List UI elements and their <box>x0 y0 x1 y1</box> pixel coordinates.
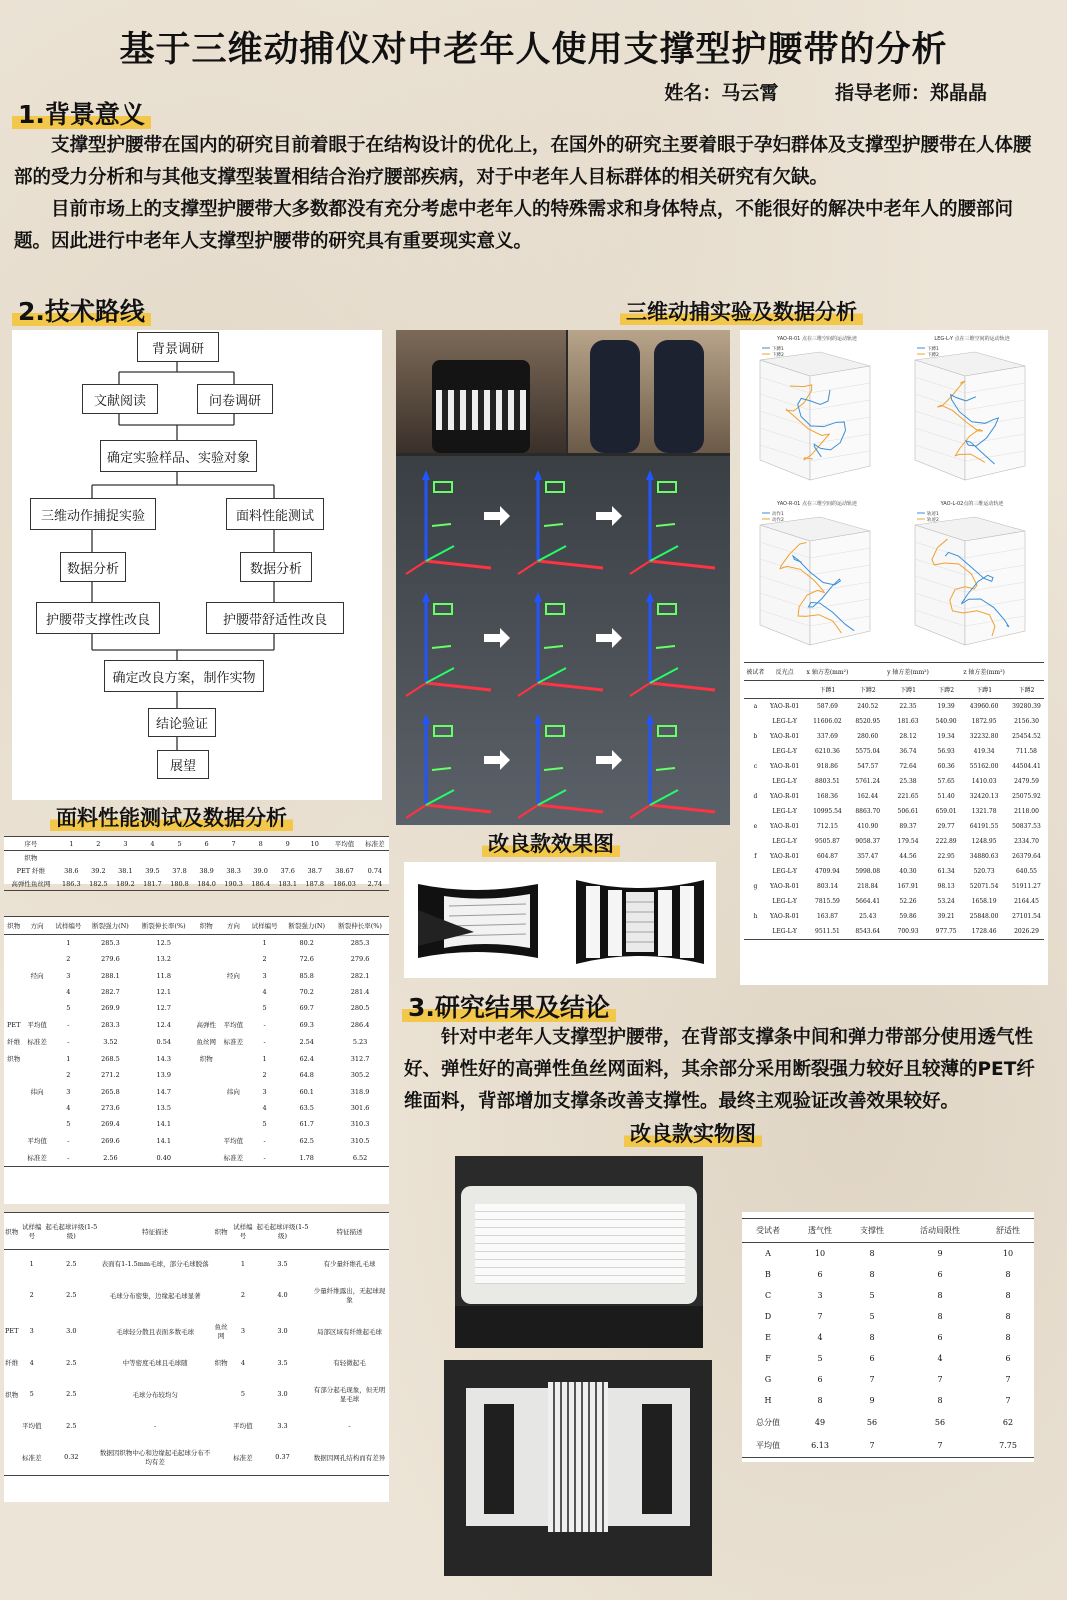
table-row: LEG-L-Y 9505.87 9058.37 179.54 222.89 1248.95 2334.70 <box>772 838 1039 845</box>
mocap-heading: 三维动捕实验及数据分析 <box>620 296 863 328</box>
trajectory-charts <box>740 330 1048 655</box>
trajectory-chart <box>915 335 1025 480</box>
table-row: e YAO-R-01 712.15 410.90 89.37 29.77 64191.55 50837.53 <box>753 823 1041 830</box>
trajectory-panel <box>740 330 1048 985</box>
section2-heading: 2.技术路线 <box>12 292 151 330</box>
flow-node-background: 背景调研 <box>137 332 219 362</box>
table-row: 织物 <box>24 854 38 862</box>
breaking-strength-table: 织物 方向 试样编号 断裂强力(N) 断裂伸长率(%) 织物 方向 试样编号 断裂强力(N) 断裂伸长率(%) 1 285.3 12.5 1 80.2 285.3 2 279.6 13.2 2 72.6 279.6 经向 3 288.1 11.8 经向 3 85.8 282.1 4 282.7 12.1 4 70.2 281.4 5 269.9 12.7 5 69.7 280.5 PET 平均值 - 283.3 12.4 高弹性 平均值 - 69.3 286.4 纤维 标准差 - 3.52 0.54 鱼丝网 标准差 - 2.54 5.23 织物 1 268.5 14.3 织物 1 62.4 312.7 2 271.2 13.9 2 64.8 305.2 纬向 3 265.8 14.7 纬向 3 60.1 318.9 4 273.6 13.5 4 63.5 301.6 5 269.4 14.1 5 61.7 310.3 平均值 - 269.6 14.1 平均值 - 62.5 310.5 标准差 - 2.56 0.40 标准差 - 1.78 6.52 <box>4 916 389 1167</box>
table-row: 纬向 3 265.8 14.7 纬向 3 60.1 318.9 <box>30 1087 370 1096</box>
flow-node-samples: 确定实验样品、实验对象 <box>100 440 257 472</box>
flow-node-fabric: 面料性能测试 <box>226 498 324 530</box>
table-row: 1 2.5 表面有1-1.5mm毛球，部分毛球脱落 1 3.5 有少量纤维孔毛球 <box>29 1259 376 1268</box>
subject-waist-photo <box>396 330 566 453</box>
poster-title: 基于三维动捕仪对中老年人使用支撑型护腰带的分析 <box>119 30 948 70</box>
flow-node-analysis-right: 数据分析 <box>240 552 312 582</box>
student-name: 姓名：马云霄 <box>664 82 779 104</box>
table-row: LEG-L-Y 8803.51 5761.24 25.38 57.65 1410.03 2479.59 <box>772 778 1039 785</box>
fabric-heading: 面料性能测试及数据分析 <box>50 802 293 834</box>
table-row: d YAO-R-01 168.36 162.44 221.65 51.40 32420.13 25075.92 <box>753 793 1041 800</box>
table-row: A 10 8 9 10 <box>765 1249 1014 1258</box>
table-row: LEG-L-Y 10995.54 8863.70 506.61 659.01 1321.78 2118.00 <box>772 808 1039 815</box>
belt-back-dark-strip-right <box>642 1404 672 1514</box>
legend-entry: 下蹲2 <box>927 353 939 358</box>
flow-node-plan: 确定改良方案，制作实物 <box>104 660 264 692</box>
table-row: F 5 6 4 6 <box>765 1354 1011 1363</box>
improved-design-heading: 改良款效果图 <box>482 828 620 860</box>
flow-node-mocap: 三维动作捕捉实验 <box>30 498 156 530</box>
legend-entry: 轨迹1 <box>927 512 939 517</box>
table-row: 平均值 2.5 - 平均值 3.3 - <box>21 1421 351 1430</box>
table-row: C 3 5 8 8 <box>764 1291 1011 1300</box>
table-row: 平均值 6.13 7 7 7.75 <box>756 1441 1017 1450</box>
table-row: c YAO-R-01 918.86 547.57 72.64 60.36 55162.00 44504.41 <box>753 763 1041 770</box>
advisor-name: 指导老师：郑晶晶 <box>834 82 987 104</box>
table-row: 标准差 - 2.56 0.40 标准差 - 1.78 6.52 <box>27 1153 368 1162</box>
authors <box>614 78 987 105</box>
trajectory-chart-title: LEG-L-Y 点在三维空间的运动轨迹 <box>934 336 1010 342</box>
table-row: 2 271.2 13.9 2 64.8 305.2 <box>66 1071 370 1079</box>
table-row: 纤维 标准差 - 3.52 0.54 鱼丝网 标准差 - 2.54 5.23 <box>7 1037 368 1046</box>
table-row: a YAO-R-01 587.69 240.52 22.35 19.39 43960.60 39280.39 <box>753 703 1041 710</box>
trajectory-chart-title: YAO-R-01 点在三维空间的运动轨迹 <box>777 501 857 507</box>
table-row: PET 3 3.0 毛球轻分散且表面多数毛球 鱼丝网 3 3.0 局部区域有纤维起毛球 <box>5 1323 382 1340</box>
subject-leg-photo <box>568 330 730 453</box>
table-row: f YAO-R-01 604.87 357.47 44.56 22.95 34880.63 26379.64 <box>754 853 1041 860</box>
improved-design-drawings <box>404 862 716 978</box>
table-row: 5 269.9 12.7 5 69.7 280.5 <box>66 1004 370 1012</box>
table-row: 织物 1 268.5 14.3 织物 1 62.4 312.7 <box>7 1054 370 1063</box>
table-row: PET 纤维 38.6 39.2 38.1 39.5 37.8 38.9 38.3 39.0 37.6 38.7 38.67 0.74 <box>16 866 383 875</box>
table-row: 织物 5 2.5 毛球分布较均匀 5 3.0 有部分起毛现象，但无明显毛球 <box>5 1386 386 1403</box>
table-row: LEG-L-Y 9511.51 8543.64 700.93 977.75 1728.46 2026.29 <box>772 928 1039 935</box>
table-row: b YAO-R-01 337.69 280.60 28.12 19.34 32232.80 25454.52 <box>753 733 1041 740</box>
table-row: 4 282.7 12.1 4 70.2 281.4 <box>66 988 370 996</box>
table-row: 2 2.5 毛球分布密集，边缘起毛球显著 2 4.0 少量纤维露出，无起球现象 <box>29 1287 386 1304</box>
real-product-photo-front <box>455 1156 703 1348</box>
trajectory-chart-title: YAO-L-02点的三维运动轨迹 <box>940 501 1004 507</box>
section1-heading: 1.背景意义 <box>12 95 151 133</box>
legend-entry: 轨迹2 <box>927 518 939 523</box>
mocap-photo-panel <box>396 330 730 825</box>
table-row: 4 273.6 13.5 4 63.5 301.6 <box>66 1104 370 1112</box>
table-row: LEG-L-Y 7815.59 5664.41 52.26 53.24 1658.19 2164.45 <box>772 898 1039 905</box>
section1-para2: 目前市场上的支撑型护腰带大多数都没有充分考虑中老年人的特殊需求和身体特点，不能很好的解决中老年人的腰部问题。因此进行中老年人支撑型护腰带的研究具有重要现实意义。 <box>14 199 1014 252</box>
flow-node-survey: 问卷调研 <box>197 384 273 414</box>
table-row: H 8 9 8 7 <box>764 1396 1011 1405</box>
mocap-variance-table: 被试者 反光点 x 轴方差(mm²) y 轴方差(mm²) z 轴方差(mm²) 下蹲1 下蹲2 下蹲1 下蹲2 下蹲1 下蹲2 a YAO-R-01 587.69 240.52 22.35 19.39 43960.60 39280.39 LEG-L-Y 11606.02 8520.95 181.63 540.90 1872.95 2156.30 b YAO-R-01 337.69 280.60 28.12 19.34 32232.80 25454.52 LEG-L-Y 6210.36 5575.04 36.74 56.93 419.34 711.58 c YAO-R-01 918.86 547.57 72.64 60.36 55162.00 44504.41 LEG-L-Y 8803.51 5761.24 25.38 57.65 1410.03 2479.59 d YAO-R-01 168.36 162.44 221.65 51.40 32420.13 25075.92 LEG-L-Y 10995.54 8863.70 506.61 659.01 1321.78 2118.00 e YAO-R-01 712.15 410.90 89.37 29.77 64191.55 50837.53 LEG-L-Y 9505.87 9058.37 179.54 222.89 1248.95 2334.70 f YAO-R-01 604.87 357.47 44.56 22.95 34880.63 26379.64 LEG-L-Y 4709.94 5998.08 40.30 61.34 520.73 640.55 g YAO-R-01 803.14 218.84 167.91 98.13 52071.54 51911.27 LEG-L-Y 7815.59 5664.41 52.26 53.24 1658.19 2164.45 h YAO-R-01 163.87 25.43 59.86 39.21 25848.00 27101.54 LEG-L-Y 9511.51 8543.64 700.93 977.75 1728.46 2026.29 <box>744 662 1044 940</box>
belt-back-support-strips <box>548 1382 608 1532</box>
thickness-table: 序号 1 2 3 4 5 6 7 8 9 10 平均值 标准差 织物 PET 纤维 38.6 39.2 38.1 39.5 37.8 38.9 38.3 39.0 37.6 38.7 38.67 0.74 高弹性鱼丝网 186.3 182.5 189.2 181.7 180.8 184.0 190.3 186.4 183.1 187.8 186.03 2.74 <box>4 836 389 891</box>
table-row: 标准差 0.32 数据因织物中心和边缘起毛起球分布不均有差 标准差 0.37 数据因网孔结构而有差异 <box>21 1449 386 1466</box>
table-row: E 4 8 6 8 <box>765 1333 1011 1342</box>
section1-para1: 支撑型护腰带在国内的研究目前着眼于在结构设计的优化上，在国外的研究主要着眼于孕妇群体及支撑型护腰带在人体腰部的受力分析和与其他支撑型装置相结合治疗腰部疾病，对于中老年人目标群体的相关研究有欠缺。 <box>14 135 1032 188</box>
legend-entry: 下蹲2 <box>772 353 784 358</box>
table-row: g YAO-R-01 803.14 218.84 167.91 98.13 52071.54 51911.27 <box>753 883 1041 890</box>
legend-entry: 动作2 <box>772 518 784 523</box>
section3-heading: 3.研究结果及结论 <box>402 988 616 1026</box>
belt-front-elastic <box>475 1204 685 1284</box>
flow-node-analysis-left: 数据分析 <box>60 552 126 582</box>
pilling-table: 织物 试样编号 起毛起球评级(1-5级) 特征描述 织物 试样编号 起毛起球评级(1-5级) 特征描述 1 2.5 表面有1-1.5mm毛球，部分毛球脱落 1 3.5 有少量纤维孔毛球 2 2.5 毛球分布密集，边缘起毛球显著 2 4.0 少量纤维露出，无起球现象 PET 3 3.0 毛球轻分散且表面多数毛球 鱼丝网 3 3.0 局部区域有纤维起毛球 纤维 4 2.5 中等密度毛球且毛球随 织物 4 3.5 有轻微起毛 织物 5 2.5 毛球分布较均匀 5 3.0 有部分起毛现象，但无明显毛球 平均值 2.5 - 平均值 3.3 - 标准差 0.32 数据因织物中心和边缘起毛起球分布不均有差 标准差 0.37 数据因网孔结构而有差异 <box>4 1212 389 1476</box>
mocap-3d-sequence <box>396 456 730 825</box>
mocap-variance-table-wrap <box>744 662 1044 940</box>
table-row: 5 269.4 14.1 5 61.7 310.3 <box>66 1120 370 1128</box>
flow-node-literature: 文献阅读 <box>82 384 158 414</box>
table-row: 总分值 49 56 56 62 <box>756 1418 1014 1427</box>
flow-node-outlook: 展望 <box>157 750 209 779</box>
table-row: G 6 7 7 7 <box>764 1375 1011 1384</box>
table-row: 2 279.6 13.2 2 72.6 279.6 <box>66 955 370 963</box>
belt-drawing-back <box>576 880 704 964</box>
table-row: LEG-L-Y 4709.94 5998.08 40.30 61.34 520.73 640.55 <box>772 868 1037 875</box>
belt-stripes <box>436 390 526 430</box>
table-row: D 7 5 8 8 <box>764 1312 1011 1321</box>
trajectory-chart <box>760 335 870 480</box>
table-row: LEG-L-Y 6210.36 5575.04 36.74 56.93 419.34 711.58 <box>772 748 1037 755</box>
legend-entry: 下蹲1 <box>927 347 939 352</box>
thickness-table-wrap <box>4 836 389 888</box>
flow-node-verify: 结论验证 <box>148 708 216 737</box>
subjective-table-wrap <box>742 1212 1034 1462</box>
flow-node-comfort-improve: 护腰带舒适性改良 <box>206 602 344 634</box>
table-row: LEG-L-Y 11606.02 8520.95 181.63 540.90 1872.95 2156.30 <box>772 718 1039 725</box>
flow-node-support-improve: 护腰带支撑性改良 <box>36 602 160 634</box>
trajectory-chart-title: YAO-R-01 点在三维空间的运动轨迹 <box>777 336 857 342</box>
real-product-heading: 改良款实物图 <box>624 1118 762 1150</box>
table-row: h YAO-R-01 163.87 25.43 59.86 39.21 25848.00 27101.54 <box>753 913 1041 920</box>
trajectory-chart <box>760 500 870 645</box>
belt-drawing-front <box>418 884 538 958</box>
table-row: 1 285.3 12.5 1 80.2 285.3 <box>66 939 370 947</box>
table-row: PET 平均值 - 283.3 12.4 高弹性 平均值 - 69.3 286.4 <box>7 1020 370 1029</box>
table-row: 经向 3 288.1 11.8 经向 3 85.8 282.1 <box>30 971 370 980</box>
flowchart-panel <box>12 330 382 800</box>
trajectory-chart <box>915 500 1025 645</box>
section3-para: 针对中老年人支撑型护腰带，在背部支撑条中间和弹力带部分使用透气性好、弹性好的高弹性鱼丝网面料，其余部分采用断裂强力较好且较薄的PET纤维面料，背部增加支撑条改善支撑性。最终主观验证改善效果较好。 <box>404 1027 1035 1112</box>
section1-body <box>14 130 1044 258</box>
belt-back-dark-strip-left <box>484 1404 514 1514</box>
leg-right <box>654 340 704 453</box>
pilling-table-wrap <box>4 1212 389 1502</box>
legend-entry: 动作1 <box>772 512 784 517</box>
real-product-photo-back <box>444 1360 712 1576</box>
strength-table-wrap <box>4 916 389 1204</box>
improved-design-panel <box>404 862 716 978</box>
legend-entry: 下蹲1 <box>772 347 784 352</box>
table-row: 高弹性鱼丝网 186.3 182.5 189.2 181.7 180.8 184.0 190.3 186.4 183.1 187.8 186.03 2.74 <box>11 879 383 888</box>
table-row: 纤维 4 2.5 中等密度毛球且毛球随 织物 4 3.5 有轻微起毛 <box>5 1358 366 1367</box>
belt-lower-black <box>455 1306 703 1348</box>
section3-body <box>404 1022 1050 1118</box>
table-row: 平均值 - 269.6 14.1 平均值 - 62.5 310.5 <box>27 1136 370 1145</box>
table-row: B 6 8 6 8 <box>765 1270 1011 1279</box>
leg-left <box>590 340 640 453</box>
subjective-evaluation-table: 受试者 透气性 支撑性 活动局限性 舒适性 A 10 8 9 10 B 6 8 6 8 C 3 5 8 8 D 7 5 8 8 E 4 8 6 8 F 5 6 4 6 G 6 7 7 7 H 8 9 8 7 总分值 49 56 56 62 平均值 6.13 7 7 7.75 <box>742 1218 1034 1458</box>
